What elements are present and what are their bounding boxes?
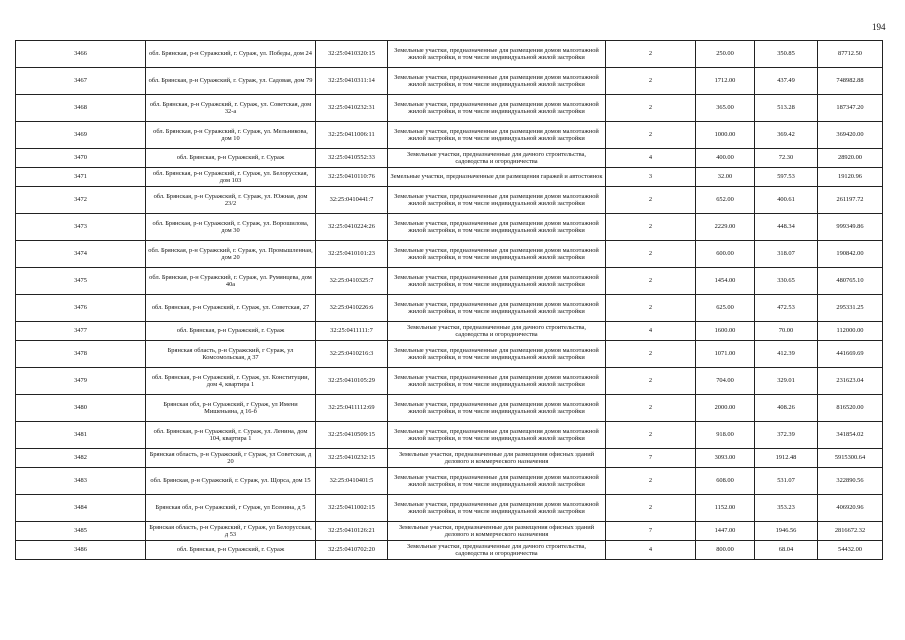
row-number: 3468 [16, 95, 146, 122]
cadastral-number-cell: 32:25:0411111:7 [316, 322, 388, 341]
address-cell: обл. Брянская, р-н Суражский, г. Сураж, ул. Южная, дом 23/2 [146, 187, 316, 214]
cadastral-number-cell: 32:25:0411002:15 [316, 495, 388, 522]
group-cell: 2 [606, 395, 696, 422]
land-use-cell: Земельные участки, предназначенные для размещения домов малоэтажной жилой застройки, в том числе индивидуальной жилой застройки [388, 368, 606, 395]
cadastral-value-cell: 816520.00 [818, 395, 883, 422]
table-row [16, 168, 883, 187]
land-use-cell: Земельные участки, предназначенные для размещения домов малоэтажной жилой застройки, в том числе индивидуальной жилой застройки [388, 468, 606, 495]
table-row [16, 41, 883, 68]
land-use-cell: Земельные участки, предназначенные для размещения гаражей и автостоянок [388, 168, 606, 187]
specific-value-cell: 400.61 [755, 187, 818, 214]
group-cell: 2 [606, 268, 696, 295]
specific-value-cell: 448.34 [755, 214, 818, 241]
cadastral-number-cell: 32:25:0410226:6 [316, 295, 388, 322]
area-cell: 918.00 [696, 422, 755, 449]
address-cell: обл. Брянская, р-н Суражский, г. Сураж, ул. Победы, дом 24 [146, 41, 316, 68]
address-cell: Брянская область, р-н Суражский, г Сураж, ул Комсомольская, д 37 [146, 341, 316, 368]
table-row [16, 368, 883, 395]
cadastral-number-cell: 32:25:0410110:76 [316, 168, 388, 187]
cadastral-value-cell: 28920.00 [818, 149, 883, 168]
land-use-cell: Земельные участки, предназначенные для размещения офисных зданий делового и коммерческого назначения [388, 522, 606, 541]
cadastral-value-cell: 999349.86 [818, 214, 883, 241]
cadastral-number-cell: 32:25:0410320:15 [316, 41, 388, 68]
row-number: 3469 [16, 122, 146, 149]
group-cell: 7 [606, 522, 696, 541]
cadastral-number-cell: 32:25:0410311:14 [316, 68, 388, 95]
row-number: 3471 [16, 168, 146, 187]
cadastral-number-cell: 32:25:0410702:20 [316, 541, 388, 560]
cadastral-value-cell: 187347.20 [818, 95, 883, 122]
specific-value-cell: 72.30 [755, 149, 818, 168]
specific-value-cell: 513.28 [755, 95, 818, 122]
cadastral-value-cell: 480765.10 [818, 268, 883, 295]
land-use-cell: Земельные участки, предназначенные для дачного строительства, садоводства и огородничества [388, 322, 606, 341]
area-cell: 600.00 [696, 241, 755, 268]
cadastral-number-cell: 32:25:0410441:7 [316, 187, 388, 214]
row-number: 3470 [16, 149, 146, 168]
specific-value-cell: 531.07 [755, 468, 818, 495]
row-number: 3480 [16, 395, 146, 422]
land-use-cell: Земельные участки, предназначенные для размещения домов малоэтажной жилой застройки, в том числе индивидуальной жилой застройки [388, 395, 606, 422]
cadastral-number-cell: 32:25:0410401:5 [316, 468, 388, 495]
group-cell: 2 [606, 341, 696, 368]
table-row [16, 322, 883, 341]
cadastral-value-cell: 441669.69 [818, 341, 883, 368]
group-cell: 2 [606, 295, 696, 322]
row-number: 3482 [16, 449, 146, 468]
cadastral-number-cell: 32:25:0411112:69 [316, 395, 388, 422]
group-cell: 2 [606, 368, 696, 395]
address-cell: Брянская обл, р-н Суражский, г Сураж, ул Есенина, д 5 [146, 495, 316, 522]
address-cell: обл. Брянская, р-н Суражский, г. Сураж, ул. Промышленная, дом 20 [146, 241, 316, 268]
cadastral-value-cell: 748982.88 [818, 68, 883, 95]
cadastral-value-cell: 369420.00 [818, 122, 883, 149]
table-row [16, 149, 883, 168]
specific-value-cell: 330.65 [755, 268, 818, 295]
area-cell: 3093.00 [696, 449, 755, 468]
land-use-cell: Земельные участки, предназначенные для размещения домов малоэтажной жилой застройки, в том числе индивидуальной жилой застройки [388, 187, 606, 214]
group-cell: 4 [606, 322, 696, 341]
table-row [16, 68, 883, 95]
specific-value-cell: 437.49 [755, 68, 818, 95]
group-cell: 2 [606, 122, 696, 149]
table-row [16, 541, 883, 560]
row-number: 3477 [16, 322, 146, 341]
land-use-cell: Земельные участки, предназначенные для размещения домов малоэтажной жилой застройки, в том числе индивидуальной жилой застройки [388, 422, 606, 449]
address-cell: обл. Брянская, р-н Суражский, г. Сураж, ул. Ленина, дом 104, квартира 1 [146, 422, 316, 449]
table-row [16, 495, 883, 522]
row-number: 3483 [16, 468, 146, 495]
address-cell: обл. Брянская, р-н Суражский, г. Сураж [146, 149, 316, 168]
group-cell: 7 [606, 449, 696, 468]
group-cell: 2 [606, 95, 696, 122]
area-cell: 652.00 [696, 187, 755, 214]
group-cell: 2 [606, 68, 696, 95]
address-cell: Брянская область, р-н Суражский, г Сураж, ул Белорусская, д 53 [146, 522, 316, 541]
area-cell: 608.00 [696, 468, 755, 495]
address-cell: обл. Брянская, р-н Суражский, г. Сураж, ул. Щорса, дом 15 [146, 468, 316, 495]
land-use-cell: Земельные участки, предназначенные для размещения домов малоэтажной жилой застройки, в том числе индивидуальной жилой застройки [388, 122, 606, 149]
address-cell: обл. Брянская, р-н Суражский, г. Сураж, ул. Румянцева, дом 40а [146, 268, 316, 295]
cadastral-number-cell: 32:25:0410232:31 [316, 95, 388, 122]
cadastral-number-cell: 32:25:0410126:21 [316, 522, 388, 541]
cadastral-number-cell: 32:25:0410224:26 [316, 214, 388, 241]
area-cell: 400.00 [696, 149, 755, 168]
table-row [16, 187, 883, 214]
area-cell: 704.00 [696, 368, 755, 395]
address-cell: обл. Брянская, р-н Суражский, г. Сураж, ул. Садовая, дом 79 [146, 68, 316, 95]
specific-value-cell: 472.53 [755, 295, 818, 322]
land-use-cell: Земельные участки, предназначенные для размещения домов малоэтажной жилой застройки, в том числе индивидуальной жилой застройки [388, 95, 606, 122]
specific-value-cell: 597.53 [755, 168, 818, 187]
specific-value-cell: 318.07 [755, 241, 818, 268]
address-cell: обл. Брянская, р-н Суражский, г. Сураж, ул. Белорусская, дом 103 [146, 168, 316, 187]
address-cell: Брянская область, р-н Суражский, г Сураж, ул Советская, д 20 [146, 449, 316, 468]
row-number: 3467 [16, 68, 146, 95]
cadastral-value-cell: 261197.72 [818, 187, 883, 214]
table-row [16, 122, 883, 149]
specific-value-cell: 408.26 [755, 395, 818, 422]
cadastral-value-cell: 322890.56 [818, 468, 883, 495]
table-row [16, 241, 883, 268]
cadastral-number-cell: 32:25:0410105:29 [316, 368, 388, 395]
specific-value-cell: 70.00 [755, 322, 818, 341]
specific-value-cell: 68.04 [755, 541, 818, 560]
land-use-cell: Земельные участки, предназначенные для размещения офисных зданий делового и коммерческого назначения [388, 449, 606, 468]
group-cell: 2 [606, 495, 696, 522]
cadastral-value-cell: 231623.04 [818, 368, 883, 395]
cadastral-number-cell: 32:25:0410101:23 [316, 241, 388, 268]
area-cell: 1712.00 [696, 68, 755, 95]
area-cell: 1152.00 [696, 495, 755, 522]
area-cell: 1071.00 [696, 341, 755, 368]
cadastral-value-cell: 87712.50 [818, 41, 883, 68]
row-number: 3486 [16, 541, 146, 560]
address-cell: Брянская обл, р-н Суражский, г Сураж, ул Имени Мишеньина, д 16-б [146, 395, 316, 422]
row-number: 3481 [16, 422, 146, 449]
area-cell: 625.00 [696, 295, 755, 322]
area-cell: 1600.00 [696, 322, 755, 341]
area-cell: 1454.00 [696, 268, 755, 295]
cadastral-value-cell: 406920.96 [818, 495, 883, 522]
cadastral-number-cell: 32:25:0411006:11 [316, 122, 388, 149]
specific-value-cell: 353.23 [755, 495, 818, 522]
cadastral-number-cell: 32:25:0410232:15 [316, 449, 388, 468]
row-number: 3485 [16, 522, 146, 541]
table-row [16, 295, 883, 322]
cadastral-value-cell: 2816672.32 [818, 522, 883, 541]
table-row [16, 268, 883, 295]
cadastral-number-cell: 32:25:0410216:3 [316, 341, 388, 368]
specific-value-cell: 412.39 [755, 341, 818, 368]
address-cell: обл. Брянская, р-н Суражский, г. Сураж [146, 541, 316, 560]
land-use-cell: Земельные участки, предназначенные для размещения домов малоэтажной жилой застройки, в том числе индивидуальной жилой застройки [388, 268, 606, 295]
row-number: 3478 [16, 341, 146, 368]
area-cell: 250.00 [696, 41, 755, 68]
cadastral-value-cell: 341854.02 [818, 422, 883, 449]
area-cell: 2229.00 [696, 214, 755, 241]
cadastral-value-cell: 190842.00 [818, 241, 883, 268]
group-cell: 2 [606, 422, 696, 449]
land-use-cell: Земельные участки, предназначенные для дачного строительства, садоводства и огородничества [388, 541, 606, 560]
table-row [16, 95, 883, 122]
specific-value-cell: 329.01 [755, 368, 818, 395]
table-row [16, 214, 883, 241]
area-cell: 2000.00 [696, 395, 755, 422]
cadastral-number-cell: 32:25:0410509:15 [316, 422, 388, 449]
address-cell: обл. Брянская, р-н Суражский, г. Сураж, ул. Советская, дом 32-а [146, 95, 316, 122]
row-number: 3475 [16, 268, 146, 295]
specific-value-cell: 350.85 [755, 41, 818, 68]
land-use-cell: Земельные участки, предназначенные для размещения домов малоэтажной жилой застройки, в том числе индивидуальной жилой застройки [388, 241, 606, 268]
group-cell: 4 [606, 149, 696, 168]
page-number: 194 [872, 22, 886, 32]
table-row [16, 468, 883, 495]
land-use-cell: Земельные участки, предназначенные для дачного строительства, садоводства и огородничества [388, 149, 606, 168]
land-use-cell: Земельные участки, предназначенные для размещения домов малоэтажной жилой застройки, в том числе индивидуальной жилой застройки [388, 295, 606, 322]
group-cell: 2 [606, 241, 696, 268]
specific-value-cell: 372.39 [755, 422, 818, 449]
group-cell: 2 [606, 187, 696, 214]
address-cell: обл. Брянская, р-н Суражский, г. Сураж, ул. Конституции, дом 4, квартира 1 [146, 368, 316, 395]
address-cell: обл. Брянская, р-н Суражский, г. Сураж, ул. Советская, 27 [146, 295, 316, 322]
row-number: 3474 [16, 241, 146, 268]
row-number: 3466 [16, 41, 146, 68]
row-number: 3479 [16, 368, 146, 395]
specific-value-cell: 1912.48 [755, 449, 818, 468]
cadastral-value-cell: 112000.00 [818, 322, 883, 341]
group-cell: 2 [606, 214, 696, 241]
group-cell: 3 [606, 168, 696, 187]
specific-value-cell: 1946.56 [755, 522, 818, 541]
area-cell: 365.00 [696, 95, 755, 122]
row-number: 3484 [16, 495, 146, 522]
table-row [16, 395, 883, 422]
row-number: 3473 [16, 214, 146, 241]
table-body [16, 41, 883, 560]
address-cell: обл. Брянская, р-н Суражский, г. Сураж, ул. Мельникова, дом 10 [146, 122, 316, 149]
cadastral-value-cell: 54432.00 [818, 541, 883, 560]
land-use-cell: Земельные участки, предназначенные для размещения домов малоэтажной жилой застройки, в том числе индивидуальной жилой застройки [388, 41, 606, 68]
row-number: 3476 [16, 295, 146, 322]
area-cell: 1447.00 [696, 522, 755, 541]
table-row [16, 449, 883, 468]
specific-value-cell: 369.42 [755, 122, 818, 149]
row-number: 3472 [16, 187, 146, 214]
cadastral-value-cell: 19120.96 [818, 168, 883, 187]
table-row [16, 422, 883, 449]
cadastral-value-cell: 295331.25 [818, 295, 883, 322]
land-use-cell: Земельные участки, предназначенные для размещения домов малоэтажной жилой застройки, в том числе индивидуальной жилой застройки [388, 341, 606, 368]
table-row [16, 341, 883, 368]
land-use-cell: Земельные участки, предназначенные для размещения домов малоэтажной жилой застройки, в том числе индивидуальной жилой застройки [388, 214, 606, 241]
table-row [16, 522, 883, 541]
land-use-cell: Земельные участки, предназначенные для размещения домов малоэтажной жилой застройки, в том числе индивидуальной жилой застройки [388, 68, 606, 95]
group-cell: 4 [606, 541, 696, 560]
cadastral-number-cell: 32:25:0410552:33 [316, 149, 388, 168]
address-cell: обл. Брянская, р-н Суражский, г. Сураж [146, 322, 316, 341]
cadastral-value-cell: 5915300.64 [818, 449, 883, 468]
cadastral-number-cell: 32:25:0410325:7 [316, 268, 388, 295]
area-cell: 1000.00 [696, 122, 755, 149]
group-cell: 2 [606, 41, 696, 68]
group-cell: 2 [606, 468, 696, 495]
area-cell: 800.00 [696, 541, 755, 560]
address-cell: обл. Брянская, р-н Суражский, г. Сураж, ул. Ворошилова, дом 30 [146, 214, 316, 241]
land-registry-table [15, 40, 883, 560]
area-cell: 32.00 [696, 168, 755, 187]
land-use-cell: Земельные участки, предназначенные для размещения домов малоэтажной жилой застройки, в том числе индивидуальной жилой застройки [388, 495, 606, 522]
